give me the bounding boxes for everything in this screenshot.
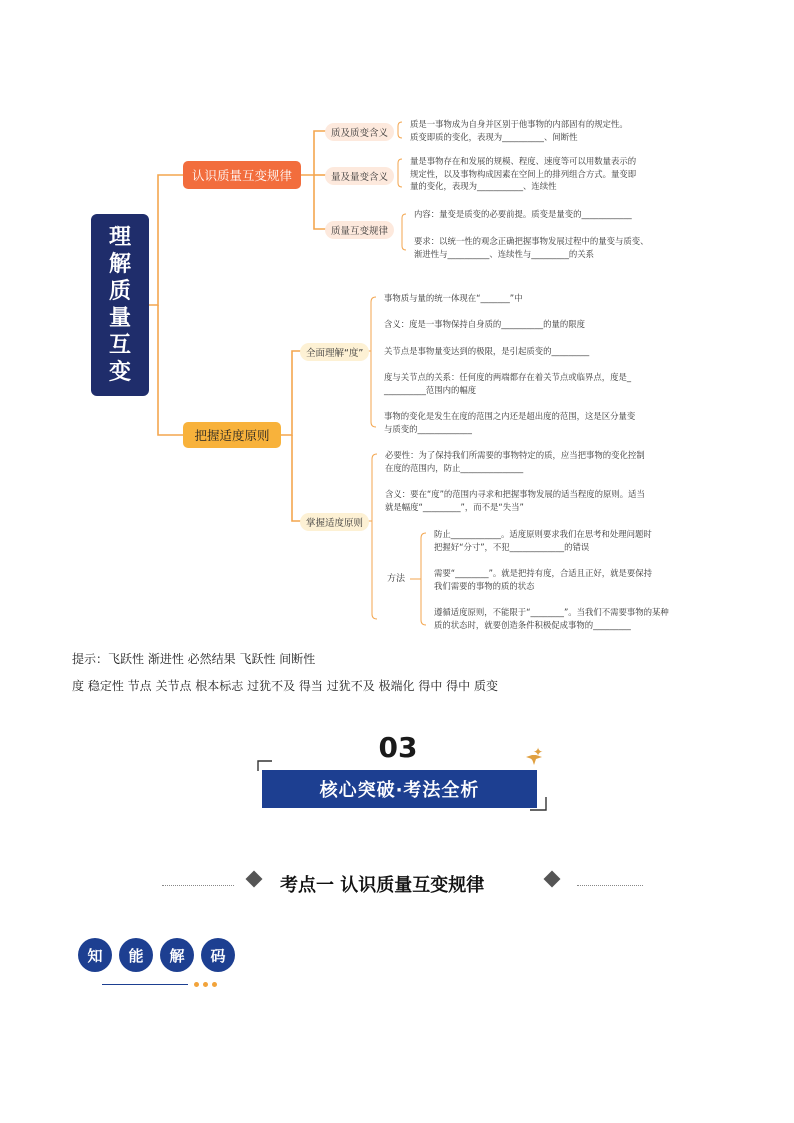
badge-char-3: 解	[160, 938, 194, 972]
badge-char-1: 知	[78, 938, 112, 972]
badge-char-2: 能	[119, 938, 153, 972]
sparkle-icon: ✦	[533, 745, 544, 759]
branch-moderation-principle: 把握适度原则	[183, 422, 281, 448]
leaf-method-1: 防止____________。适度原则要求我们在思考和处理问题时 把握好“分寸”，不犯_____________的错误	[434, 529, 652, 552]
leaf-principle-meaning: 含义：要在“度”的范围内寻求和把握事物发展的适当程度的原则。适当 就是幅度“_________”，而不是“失当”	[385, 489, 645, 512]
leaf-degree-keypoint-relation: 度与关节点的关系：任何度的两端都存在着关节点或临界点，度是_ __________范围内的幅度	[384, 372, 632, 395]
leaf-law-content: 内容：量变是质变的必要前提。质变是量变的____________	[414, 209, 632, 219]
section-number: 03	[378, 731, 418, 764]
knowledge-badge	[78, 938, 235, 972]
leaf-law-requirement: 要求：以统一性的观念正确把握事物发展过程中的量变与质变、 渐进性与__________、连续性与_________的关系	[414, 236, 649, 259]
diamond-left-icon	[246, 871, 263, 888]
root-char: 量	[108, 306, 131, 331]
badge-char-4: 码	[201, 938, 235, 972]
sub-quantity-change: 量及量变含义	[325, 167, 394, 185]
divider-left	[162, 885, 234, 886]
root-char: 变	[108, 360, 131, 385]
sub-mutual-law: 质量互变规律	[325, 221, 394, 239]
leaf-quantity-def: 量是事物存在和发展的规模、程度、速度等可以用数量表示的 规定性，以及事物构成因素在空间上的排列组合方式。量变即 量的变化，表现为___________、连续性	[410, 156, 637, 191]
sub-understand-degree: 全面理解“度”	[300, 343, 369, 361]
leaf-change-distinction: 事物的变化是发生在度的范围之内还是超出度的范围，这是区分量变 与质变的_____________	[384, 411, 636, 434]
leaf-necessity: 必要性：为了保持我们所需要的事物特定的质，应当把事物的变化控制 在度的范围内，防止_______________	[385, 450, 645, 473]
sparkle-small-icon: ✦	[530, 756, 536, 763]
leaf-degree-meaning: 含义：度是一事物保持自身质的__________的量的限度	[384, 319, 585, 329]
diamond-right-icon	[544, 871, 561, 888]
leaf-key-point: 关节点是事物量变达到的极限，是引起质变的_________	[384, 346, 590, 356]
root-char: 理	[108, 225, 131, 250]
root-char: 互	[108, 333, 131, 358]
leaf-method-2: 需要“________”。就是把持有度，合适且正好，就是要保持 我们需要的事物的质的状态	[434, 568, 653, 591]
section-title: 核心突破·考法全析	[262, 770, 537, 808]
hint-line-2: 度 稳定性 节点 关节点 根本标志 过犹不及 得当 过犹不及 极端化 得中 得中 质变	[72, 679, 498, 693]
badge-dots	[194, 982, 217, 987]
root-char: 解	[108, 252, 131, 277]
leaf-degree-unity: 事物质与量的统一体现在“_______”中	[384, 293, 523, 303]
mindmap-root	[91, 214, 149, 396]
divider-right	[577, 885, 643, 886]
sub-master-principle: 掌握适度原则	[300, 513, 369, 531]
badge-underline	[102, 984, 188, 985]
leaf-method-3: 遵循适度原则，不能限于“________”。当我们不需要事物的某种 质的状态时，就要创造条件积极促成事物的_________	[434, 607, 669, 630]
root-char: 质	[108, 279, 131, 304]
sub-quality-change: 质及质变含义	[325, 123, 394, 141]
kaodian-title: 考点一 认识质量互变规律	[280, 875, 485, 896]
hint-line-1: 提示：飞跃性 渐进性 必然结果 飞跃性 间断性	[72, 652, 316, 666]
leaf-quality-def: 质是一事物成为自身并区别于他事物的内部固有的规定性。 质变即质的变化，表现为__________、间断性	[410, 119, 628, 142]
branch-understand-law: 认识质量互变规律	[183, 161, 301, 189]
sub-method: 方法	[387, 574, 406, 584]
